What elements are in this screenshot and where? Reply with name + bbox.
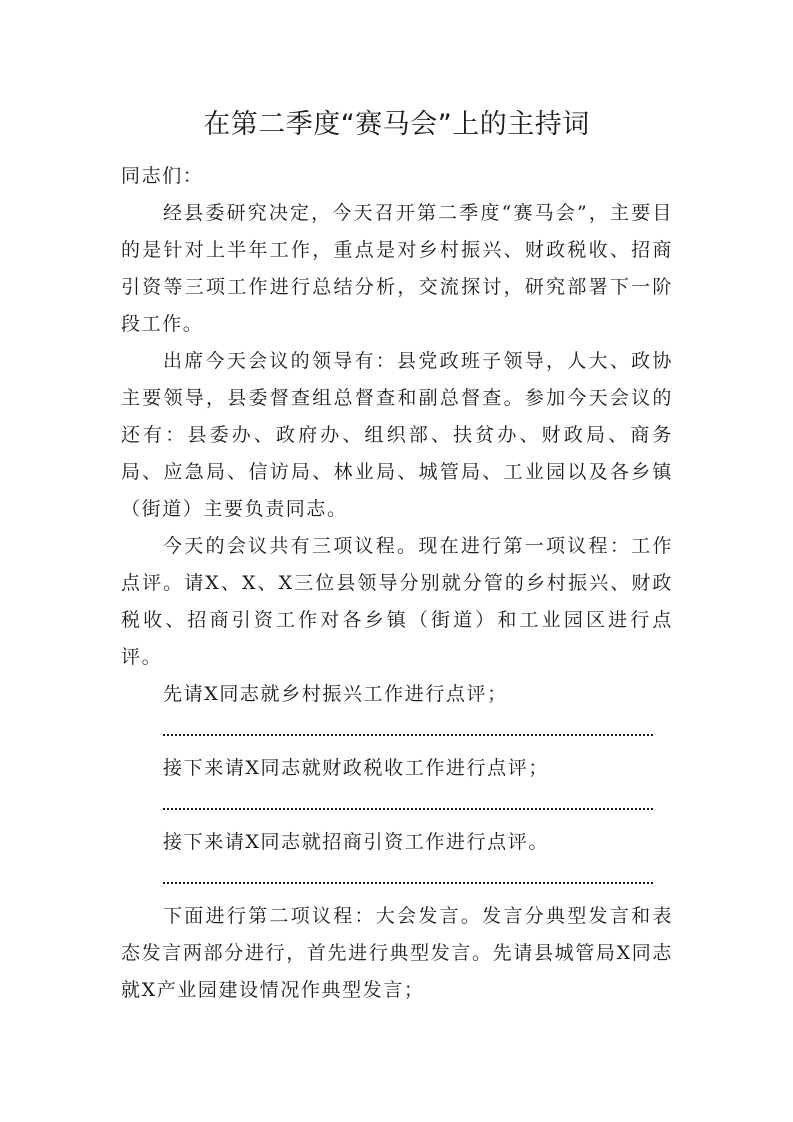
ellipsis-line (163, 847, 653, 884)
salutation: 同志们： (121, 165, 204, 187)
document-body (121, 158, 673, 1009)
ellipsis-line (163, 773, 653, 810)
paragraph-agenda-two: 下面进行第二项议程：大会发言。发言分典型发言和表态发言两部分进行，首先进行典型发言。先请县城管局X同志就X产业园建设情况作典型发言； (121, 905, 673, 1001)
paragraph-review-rural: 先请X同志就乡村振兴工作进行点评； (163, 683, 508, 705)
paragraph-attendees: 出席今天会议的领导有：县党政班子领导，人大、政协主要领导，县委督查组总督查和副总督查。参加今天会议的还有：县委办、政府办、组织部、扶贫办、财政局、商务局、应急局、信访局、林业局、城管局、工业园以及各乡镇（街道）主要负责同志。 (121, 350, 673, 520)
paragraph-review-finance: 接下来请X同志就财政税收工作进行点评； (163, 757, 549, 779)
document-title: 在第二季度“赛马会”上的主持词 (203, 109, 590, 140)
paragraph-agenda-one: 今天的会议共有三项议程。现在进行第一项议程：工作点评。请X、X、X三位县领导分别就分管的乡村振兴、财政税收、招商引资工作对各乡镇（街道）和工业园区进行点评。 (121, 535, 673, 668)
paragraph-review-investment: 接下来请X同志就招商引资工作进行点评。 (163, 831, 549, 853)
paragraph-purpose: 经县委研究决定，今天召开第二季度“赛马会”，主要目的是针对上半年工作，重点是对乡村振兴、财政税收、招商引资等三项工作进行总结分析，交流探讨，研究部署下一阶段工作。 (121, 202, 673, 335)
ellipsis-line (163, 699, 653, 736)
